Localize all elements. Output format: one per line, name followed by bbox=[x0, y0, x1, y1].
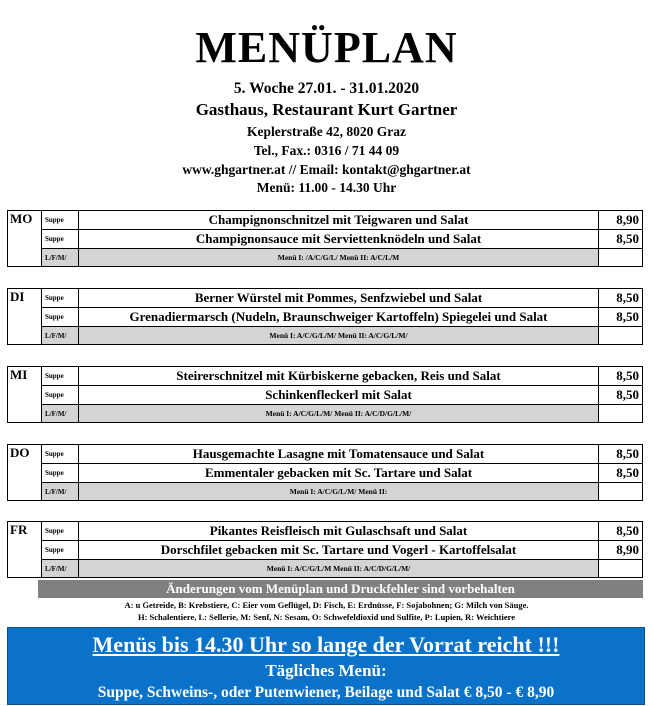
day-block-mi bbox=[7, 366, 643, 423]
allergy-codes: Menü I: A/C/G/L/M/ Menü II: bbox=[79, 483, 599, 501]
allergy-tag: L/F/M/ bbox=[42, 405, 79, 423]
week-range: 5. Woche 27.01. - 31.01.2020 bbox=[233, 80, 420, 97]
dish-price: 8,90 bbox=[599, 541, 643, 560]
info-banner bbox=[7, 627, 645, 705]
soup-tag: Suppe bbox=[42, 289, 79, 308]
day-label: MI bbox=[8, 367, 42, 423]
address: Keplerstraße 42, 8020 Graz bbox=[247, 124, 406, 139]
empty-cell bbox=[599, 483, 643, 501]
allergy-codes: Menü I: A/C/G/L/M/ Menü II: A/C/G/L/M/ bbox=[79, 327, 599, 345]
soup-tag: Suppe bbox=[42, 522, 79, 541]
dish-name: Steirerschnitzel mit Kürbiskerne gebacken, Reis und Salat bbox=[79, 367, 599, 386]
page-title: MENÜPLAN bbox=[195, 23, 458, 72]
dish-price: 8,50 bbox=[599, 308, 643, 327]
empty-cell bbox=[599, 249, 643, 267]
banner-headline: Menüs bis 14.30 Uhr so lange der Vorrat reicht !!! bbox=[92, 632, 560, 657]
dish-price: 8,50 bbox=[599, 230, 643, 249]
allergy-tag: L/F/M/ bbox=[42, 483, 79, 501]
daily-menu-description: Suppe, Schweins-, oder Putenwiener, Beilage und Salat € 8,50 - € 8,90 bbox=[97, 684, 555, 701]
dish-name: Pikantes Reisfleisch mit Gulaschsaft und Salat bbox=[79, 522, 599, 541]
soup-tag: Suppe bbox=[42, 445, 79, 464]
soup-tag: Suppe bbox=[42, 464, 79, 483]
allergy-codes: Menü I: /A/C/G/L/ Menü II: A/C/L/M bbox=[79, 249, 599, 267]
day-block-di bbox=[7, 288, 643, 345]
restaurant-name: Gasthaus, Restaurant Kurt Gartner bbox=[195, 100, 458, 119]
soup-tag: Suppe bbox=[42, 386, 79, 405]
empty-cell bbox=[599, 560, 643, 578]
dish-name: Berner Würstel mit Pommes, Senfzwiebel und Salat bbox=[79, 289, 599, 308]
phone: Tel., Fax.: 0316 / 71 44 09 bbox=[253, 143, 400, 158]
allergen-legend-line-2: H: Schalentiere, L: Sellerie, M: Senf, N: Sesam, O: Schwefeldioxid und Sulfite, P: Lupien, R: Weichtiere bbox=[137, 612, 516, 622]
allergy-codes: Menü I: A/C/G/L/M/ Menü II: A/C/D/G/L/M/ bbox=[79, 405, 599, 423]
dish-price: 8,90 bbox=[599, 211, 643, 230]
allergy-tag: L/F/M/ bbox=[42, 560, 79, 578]
allergy-tag: L/F/M/ bbox=[42, 327, 79, 345]
soup-tag: Suppe bbox=[42, 541, 79, 560]
allergen-legend-line-1: A: u Getreide, B: Krebstiere, C: Eier vom Geflügel, D: Fisch, E: Erdnüsse, F: Sojabohnen; G: Milch von Säuge. bbox=[124, 600, 529, 610]
dish-name: Emmentaler gebacken mit Sc. Tartare und Salat bbox=[79, 464, 599, 483]
dish-name: Dorschfilet gebacken mit Sc. Tartare und Vogerl - Kartoffelsalat bbox=[79, 541, 599, 560]
dish-price: 8,50 bbox=[599, 445, 643, 464]
day-label: DI bbox=[8, 289, 42, 345]
day-block-do bbox=[7, 444, 643, 501]
soup-tag: Suppe bbox=[42, 230, 79, 249]
dish-price: 8,50 bbox=[599, 386, 643, 405]
soup-tag: Suppe bbox=[42, 367, 79, 386]
allergy-tag: L/F/M/ bbox=[42, 249, 79, 267]
dish-name: Champignonschnitzel mit Teigwaren und Salat bbox=[79, 211, 599, 230]
day-block-mo bbox=[7, 210, 643, 267]
empty-cell bbox=[599, 405, 643, 423]
dish-price: 8,50 bbox=[599, 522, 643, 541]
allergy-codes: Menü I: A/C/G/L/M Menü II: A/C/D/G/L/M/ bbox=[79, 560, 599, 578]
dish-price: 8,50 bbox=[599, 464, 643, 483]
day-block-fr bbox=[7, 521, 643, 578]
menu-hours: Menü: 11.00 - 14.30 Uhr bbox=[256, 180, 397, 195]
soup-tag: Suppe bbox=[42, 308, 79, 327]
dish-name: Hausgemachte Lasagne mit Tomatensauce und Salat bbox=[79, 445, 599, 464]
dish-name: Champignonsauce mit Serviettenknödeln und Salat bbox=[79, 230, 599, 249]
dish-name: Schinkenfleckerl mit Salat bbox=[79, 386, 599, 405]
dish-price: 8,50 bbox=[599, 367, 643, 386]
day-label: MO bbox=[8, 211, 42, 267]
web-email: www.ghgartner.at // Email: kontakt@ghgartner.at bbox=[182, 162, 471, 177]
dish-name: Grenadiermarsch (Nudeln, Braunschweiger Kartoffeln) Spiegelei und Salat bbox=[79, 308, 599, 327]
changes-notice: Änderungen vom Menüplan und Druckfehler sind vorbehalten bbox=[38, 580, 643, 598]
day-label: FR bbox=[8, 522, 42, 578]
dish-price: 8,50 bbox=[599, 289, 643, 308]
day-label: DO bbox=[8, 445, 42, 501]
daily-menu-title: Tägliches Menü: bbox=[265, 661, 387, 680]
empty-cell bbox=[599, 327, 643, 345]
soup-tag: Suppe bbox=[42, 211, 79, 230]
